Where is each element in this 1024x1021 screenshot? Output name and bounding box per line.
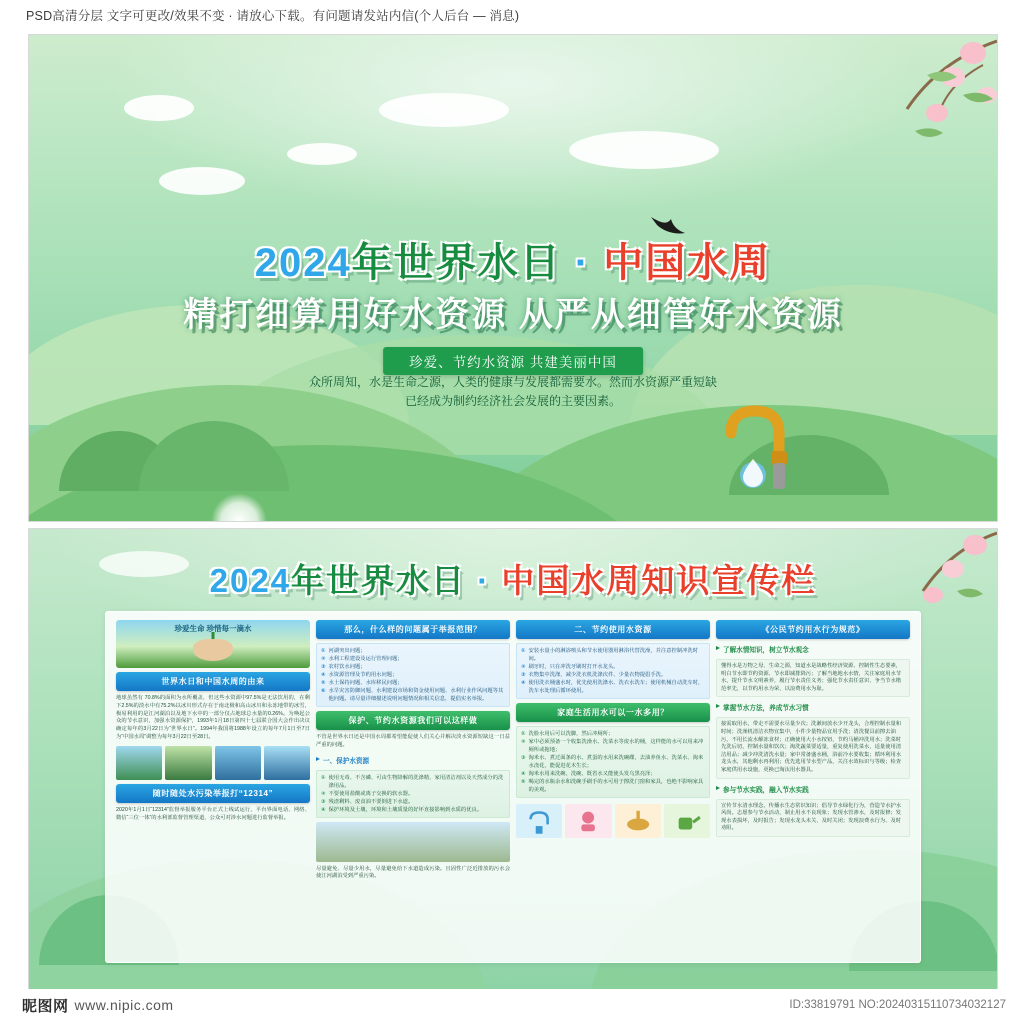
column3-list-2 bbox=[516, 726, 710, 798]
watering-can-icon bbox=[664, 804, 710, 838]
list-item-text: 淘米水用来洗碗、洗碗、既省水又能使头发乌黑亮泽； bbox=[528, 771, 656, 777]
column1-header-title: 珍爱生命 珍惜每一滴水 bbox=[174, 624, 252, 633]
column4-main-banner: 《公民节约用水行为规范》 bbox=[716, 620, 910, 639]
list-item-text: 使用洗衣桶盛水时，优先使用洗涤水、洗衣水洗车；使用机械自动洗车时，洗车水处理后循环使用。 bbox=[528, 680, 704, 694]
photo-thumb bbox=[165, 746, 211, 780]
column1-photo-row bbox=[116, 746, 310, 780]
poster-top bbox=[28, 34, 998, 522]
faucet-icon bbox=[516, 804, 562, 838]
list-item-text: 刷牙时，只在冲洗牙刷时打开水龙头。 bbox=[528, 664, 619, 670]
list-item: ③ 农村饮水问题； bbox=[321, 664, 366, 670]
paragraph-line-1: 众所周知，水是生命之源，人类的健康与发展都需要水。然而水资源严重短缺 bbox=[308, 375, 717, 389]
content-column-1 bbox=[116, 620, 310, 954]
poster-top-paragraph bbox=[29, 373, 997, 411]
column2-photo bbox=[316, 822, 510, 862]
poster-bottom-title bbox=[29, 555, 997, 602]
list-item: ① 洗脸水用后可以洗脚，然后冲厕所； bbox=[521, 731, 614, 737]
list-item-text: 保护环境及土壤，环境和土壤质量的好坏直接影响到水质的优良。 bbox=[328, 806, 483, 813]
title-dot: · bbox=[574, 241, 591, 285]
photo-thumb bbox=[215, 746, 261, 780]
list-item: ④ 使用洗衣桶盛水时，优先使用洗涤水、洗衣水洗车；使用机械自动洗车时，洗车水处理后循环使用。 bbox=[521, 680, 704, 694]
column4-text-3: 宣传节水清水理念，传播水生态常识知识；倡导节水绿化行为，营造节水护水风尚。志愿参与节水活动，制止用水不良现象；发现水管渗水，及时报修；发现水表损坏，及时报告；发现水龙头未关、及时关闭；发现浪费水行为、及时劝阻。 bbox=[716, 799, 910, 837]
list-item-text: 水资源管理及节约用水问题； bbox=[328, 672, 398, 678]
photo-thumb bbox=[264, 746, 310, 780]
list-item: ⑥ 水旱灾害防御问题、水利建设市场和资金使用问题、水利行业作风问题等其他问题。请尽量详细描述说明问题情况和相关信息，提倡实名举报。 bbox=[321, 688, 504, 702]
poster-bottom bbox=[28, 528, 998, 990]
column2-subheader-1: 一、保护水资源 bbox=[316, 754, 510, 766]
column1-section2-text: 2020年1月1日“12314”监督举报服务平台正式上线试运行，平台界面电话、网络、微信“三位一体”的水利部监督管理渠道，公众可对涉水问题进行监督举报。 bbox=[116, 806, 310, 821]
column2-list-2 bbox=[316, 770, 510, 818]
column1-section1-text: 地球虽然有 70.8%的面积为水所覆盖，但这些水资源中97.5%是无法饮用的，在剩下2.5%的淡水中有75.2%以冰川形式存在于南北极和高山冰川和永冻地带的冰雪，极易利用的是江河湖泊以及地下水中的一部分仅占地球总水量的0.26%。为唤起公众的节水意识，加强水资源保护，1993年1月18日第四十七届联合国大会作出决议确定每年的3月22日为“世界水日”。1994年我国将1988年设立的每年7月1日至7日为“中国水周”调整为每年3月22日至28日。 bbox=[116, 695, 310, 740]
list-item: ⑤ 水土保持问题、水库移民问题； bbox=[321, 680, 403, 686]
list-item: ④ 淘米水用来洗碗、洗碗、既省水又能使头发乌黑亮泽； bbox=[521, 771, 656, 777]
list-item: ① 河湖突出问题； bbox=[321, 648, 366, 654]
title-part1: 年世界水日 bbox=[291, 562, 467, 599]
title-year: 2024 bbox=[254, 241, 352, 285]
list-item: ③ 残渣剩料、废食油不要倒进下水道。 bbox=[321, 798, 414, 805]
list-item-text: 衣物集中洗涤，减少洗衣机洗涤次件、少量衣物提倡手洗。 bbox=[528, 672, 667, 678]
top-watermark-bar bbox=[0, 0, 1024, 30]
brand-url: www.nipic.com bbox=[74, 997, 174, 1013]
cloud-icon bbox=[159, 167, 245, 195]
cloud-icon bbox=[569, 131, 719, 169]
dish-wash-icon bbox=[615, 804, 661, 838]
column4-subheader-3: 参与节水实践，融入节水实践 bbox=[716, 783, 910, 795]
photo-thumb bbox=[116, 746, 162, 780]
column3-banner-2: 家庭生活用水可以一水多用？ bbox=[516, 703, 710, 722]
top-watermark-text: PSD高清分层 文字可更改/效果不变 · 请放心下载。有问题请发站内信(个人后台 — 消息) bbox=[26, 9, 520, 23]
list-item-text: 安装水量小的淋浴喷头和节水使用器用淋浴代替洗澡，并注意控制冲洗时间。 bbox=[528, 648, 699, 662]
list-item-text: 水旱灾害防御问题、水利建设市场和资金使用问题、水利行业作风问题等其他问题。请尽量详细描述说明问题情况和相关信息，提倡实名举报。 bbox=[328, 688, 504, 702]
title-part1: 年世界水日 bbox=[351, 241, 562, 285]
title-dot: · bbox=[477, 562, 491, 599]
list-item: ③ 淘米水、煮过面条的水、煮蛋的水用来洗碗碟，去油养鱼水、洗菜水、淘米水浇花，能促进花木生长； bbox=[521, 755, 704, 769]
list-item-text: 洗脸水用后可以洗脚，然后冲厕所； bbox=[528, 731, 614, 737]
cloud-icon bbox=[379, 93, 509, 127]
list-item: ④ 水资源管理及节约用水问题； bbox=[321, 672, 398, 678]
list-item-text: 喝完的水瓶余水和洗碗手刷手的水可用于擦洗门窗和家具，也绝不影响家具的美观。 bbox=[528, 779, 704, 793]
column3-list-1 bbox=[516, 643, 710, 699]
list-item-text: 残渣剩料、废食油不要倒进下水道。 bbox=[328, 798, 414, 805]
column2-banner-1: 那么，什么样的问题属于举报范围？ bbox=[316, 620, 510, 639]
column4-text-1: 懂得水是万物之母、生命之源，知道水是战略性经济资源、控制性生态要素，明白节水即节约资源、节水即减排降污；了解当地地水水情，关注家庭用水节水，提升节水文明素养，履行节水责任义务；强化节水责任意识、争当节水楷范率先，以节约用水为荣，以浪费用水为耻。 bbox=[716, 659, 910, 697]
list-item: ③ 衣物集中洗涤，减少洗衣机洗涤次件、少量衣物提倡手洗。 bbox=[521, 672, 667, 678]
site-brand bbox=[22, 995, 174, 1016]
washing-hands-icon bbox=[565, 804, 611, 838]
column4-subheader-2: 掌握节水方法，养成节水习惯 bbox=[716, 701, 910, 713]
list-item-text: 水利工程建设及运行管理问题； bbox=[328, 656, 403, 662]
column4-subheader-1: 了解水情知识，树立节水观念 bbox=[716, 643, 910, 655]
column1-header-image bbox=[116, 620, 310, 668]
title-part2: 中国水周 bbox=[603, 241, 772, 285]
column2-tail-text: 尽量避免、尽量少用水，尽量避免给下水道造成污染。且固性广泛近排放的污水会使江河湖泊受到严重污染。 bbox=[316, 865, 510, 880]
list-item-text: 水土保持问题、水库移民问题； bbox=[328, 680, 403, 686]
title-year: 2024 bbox=[209, 562, 292, 599]
list-item: ② 水利工程建设及运行管理问题； bbox=[321, 656, 403, 662]
content-column-2 bbox=[316, 620, 510, 954]
poster-top-slogan: 精打细算用好水资源 从严从细管好水资源 bbox=[183, 296, 843, 334]
list-item-text: 使用无毒、不含磷、可由生物降解的洗涤精、家用清洁剂以及天然成分的洗涤用品。 bbox=[328, 774, 504, 789]
paragraph-line-2: 已经成为制约经济社会发展的主要因素。 bbox=[404, 394, 621, 408]
cloud-icon bbox=[124, 95, 194, 121]
brand-name: 昵图网 bbox=[22, 997, 69, 1015]
list-item: ② 家中必须预备一个收集洗澡水、洗菜水等废水的桶，这样能的水可以用来冲厕所或拖地； bbox=[521, 739, 704, 753]
content-board bbox=[105, 611, 921, 963]
bottom-watermark-bar bbox=[0, 989, 1024, 1021]
cloud-icon bbox=[287, 143, 357, 165]
content-column-4 bbox=[716, 620, 910, 954]
list-item-text: 农村饮水问题； bbox=[328, 664, 366, 670]
content-column-3 bbox=[516, 620, 710, 954]
list-item: ④ 保护环境及土壤，环境和土壤质量的好坏直接影响到水质的优良。 bbox=[321, 806, 483, 813]
list-item-text: 河湖突出问题； bbox=[328, 648, 366, 654]
faucet-icon bbox=[711, 397, 801, 493]
column1-section1-banner: 世界水日和中国水周的由来 bbox=[116, 672, 310, 691]
column2-intro-text: 不管是世界水日还是中国水周都希望能促使人们关心并解决淡水资源短缺这一日益严重的问题。 bbox=[316, 734, 510, 748]
column1-section2-banner: 随时随处水污染举报打“12314” bbox=[116, 784, 310, 803]
column3-icon-row bbox=[516, 804, 710, 838]
list-item-text: 不要使用盐酸或离子交换的软水器。 bbox=[328, 790, 414, 797]
hands-icon bbox=[193, 639, 233, 661]
title-part2: 中国水周知识宣传栏 bbox=[501, 562, 817, 599]
blossom-branch-icon bbox=[787, 35, 997, 185]
column2-banner-2: 保护、节约水资源我们可以这样做 bbox=[316, 711, 510, 730]
list-item: ① 安装水量小的淋浴喷头和节水使用器用淋浴代替洗澡，并注意控制冲洗时间。 bbox=[521, 647, 705, 663]
dandelion-icon bbox=[255, 521, 295, 522]
poster-top-title bbox=[29, 231, 997, 288]
column3-banner-1: 二、节约使用水资源 bbox=[516, 620, 710, 639]
poster-top-ribbon: 珍爱、节约水资源 共建美丽中国 bbox=[383, 347, 643, 375]
list-item: ⑤ 喝完的水瓶余水和洗碗手刷手的水可用于擦洗门窗和家具，也绝不影响家具的美观。 bbox=[521, 779, 704, 793]
list-item: ① 使用无毒、不含磷、可由生物降解的洗涤精、家用清洁剂以及天然成分的洗涤用品。 bbox=[321, 774, 504, 789]
list-item-text: 家中必须预备一个收集洗澡水、洗菜水等废水的桶，这样能的水可以用来冲厕所或拖地； bbox=[528, 739, 704, 753]
list-item-text: 淘米水、煮过面条的水、煮蛋的水用来洗碗碟，去油养鱼水、洗菜水、淘米水浇花，能促进花木生长； bbox=[528, 755, 704, 769]
column2-list-1 bbox=[316, 643, 510, 707]
list-item: ② 刷牙时，只在冲洗牙刷时打开水龙头。 bbox=[521, 664, 619, 670]
list-item: ② 不要使用盐酸或离子交换的软水器。 bbox=[321, 790, 414, 797]
column4-text-2: 接需取用水，带走不需要水尽量少次；洗漱间放水少开龙头，合理控制水量和时间；洗澡机清洁衣物宜集中，小件少量物品宜用手洗；清洗餐具前擦去油污，不用长流水解冻食材；正确使用大小水按钮，节约马桶冲洗用水；洗菜时先洗后切，控制水量和饮次；淘洗蔬菜要适量，重复使用洗菜水，适量使用清洁用品；减少冲洗清洗水量；家中常备盛水桶，浴前冷水要收集；循环利用水龙头水，其他剩水再利用；优先选用节水型产品，关注水效标识与等级；检查家庭供用水设施，更换已淘汰用水器具。 bbox=[716, 717, 910, 778]
image-id-text: ID:33819791 NO:20240315110734032127 bbox=[789, 999, 1006, 1011]
